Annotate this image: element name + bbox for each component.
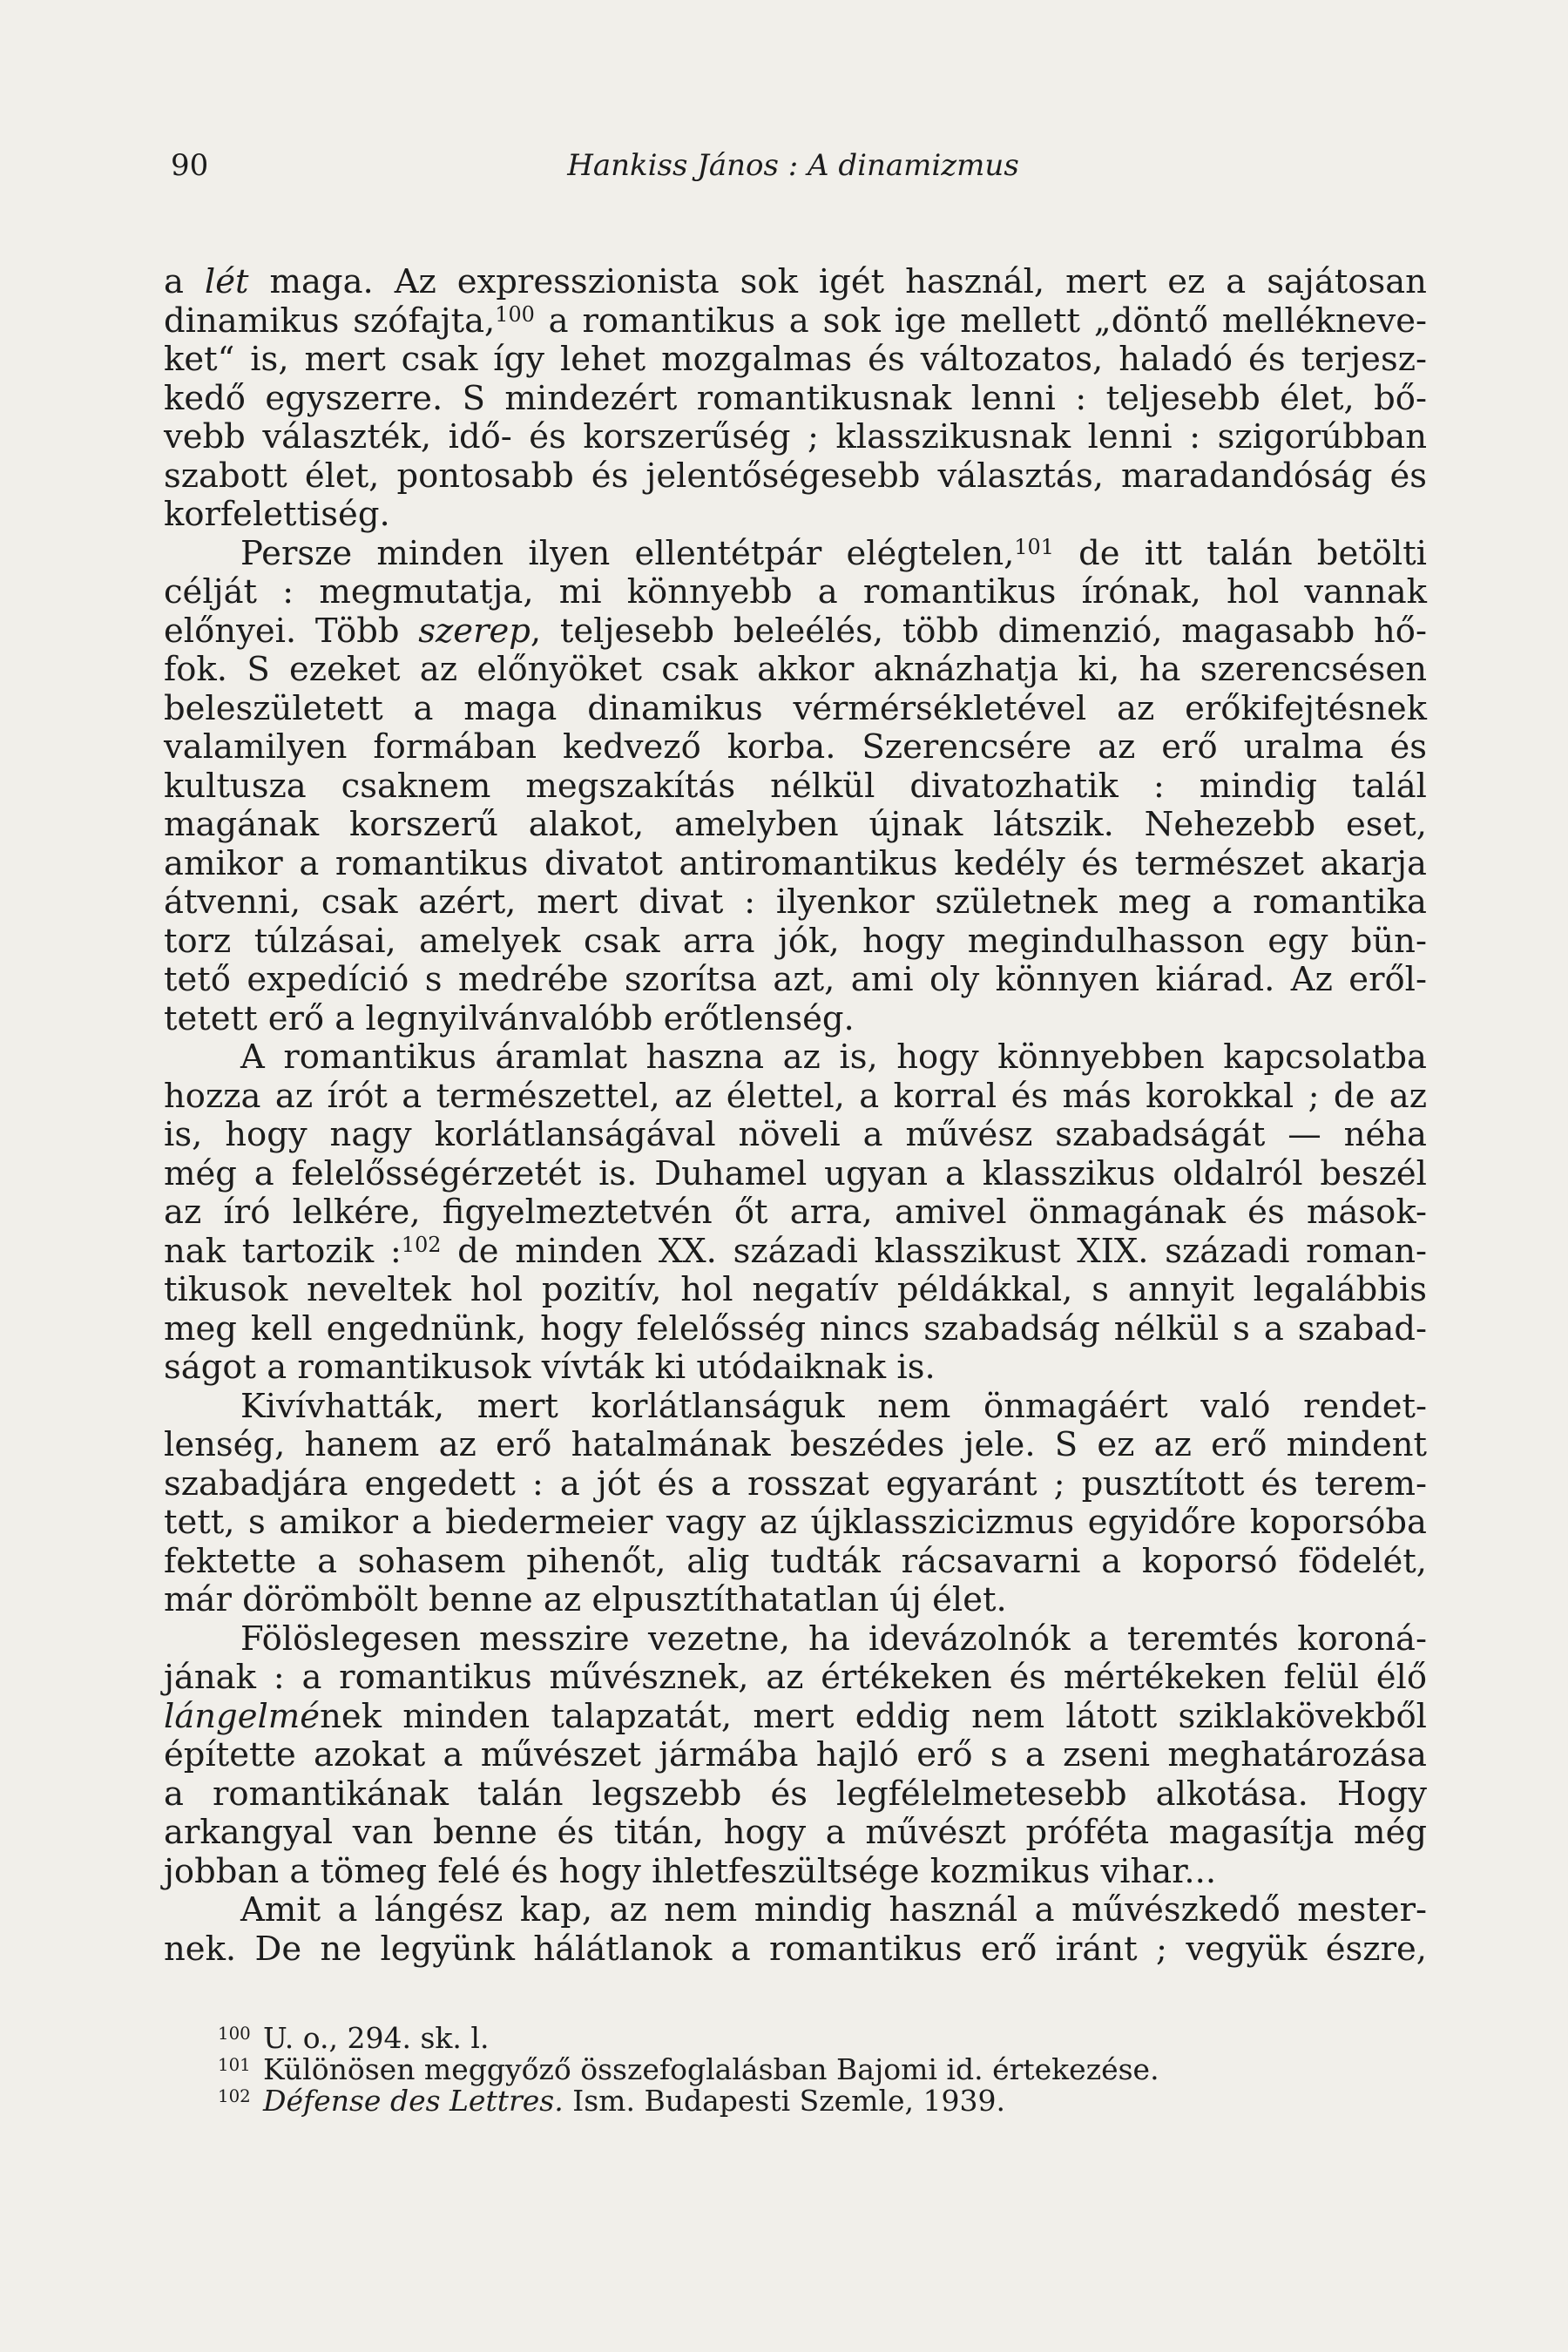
footnote-ref: 101 [1014,534,1054,559]
text-line: tikusok neveltek hol pozitív, hol negatív példákkal, s annyit legalábbis [164,1270,1427,1309]
text-line: Fölöslegesen messzire vezetne, ha idevázolnók a teremtés koroná- [240,1619,1427,1659]
text-line: a romantikának talán legszebb és legfélelmetesebb alkotása. Hogy [164,1774,1427,1814]
text-line: célját : megmutatja, mi könnyebb a romantikus írónak, hol vannak [164,572,1427,612]
text-line: szabott élet, pontosabb és jelentőségesebb választás, maradandóság és [164,456,1427,496]
text-line: átvenni, csak azért, mert divat : ilyenkor születnek meg a romantika [164,882,1427,922]
text-line: már dörömbölt benne az elpusztíthatatlan új élet. [164,1580,1007,1619]
text-line: Kivívhatták, mert korlátlanságuk nem önmagáért való rendet- [240,1386,1427,1426]
text-line: még a felelősségérzetét is. Duhamel ugyan a klasszikus oldalról beszél [164,1153,1427,1193]
footnotes [218,2023,1437,2117]
text-line: a lét maga. Az expresszionista sok igét használ, mert ez a sajátosan [164,262,1427,301]
text-line: tetett erő a legnyilvánvalóbb erőtlenség. [164,998,855,1038]
text-line: Persze minden ilyen ellentétpár elégtelen,$^{101}$ de itt talán betölti [240,533,1427,573]
text-line: tető expedíció s medrébe szorítsa azt, ami oly könnyen kiárad. Az eről- [164,960,1427,999]
page-number: 90 [171,148,209,183]
text-line: Amit a lángész kap, az nem mindig használ a művészkedő mester- [240,1890,1427,1930]
text-line: meg kell engednünk, hogy felelősség nincs szabadság nélkül s a szabad- [164,1308,1427,1348]
text-line: torz túlzásai, amelyek csak arra jók, hogy megindulhasson egy bün- [164,921,1427,961]
text-line: tett, s amikor a biedermeier vagy az újklasszicizmus egyidőre koporsóba [164,1503,1427,1542]
footnote-ref: 100 [495,301,535,327]
footnote: $^{101}$ Különösen meggyőző összefoglalásban Bajomi id. értekezése. [218,2052,1159,2086]
text-line: lángelmének minden talapzatát, mert eddig nem látott sziklakövekből [164,1696,1427,1736]
text-line: ságot a romantikusok vívták ki utódaiknak is. [164,1348,936,1387]
text-line: az író lelkére, figyelmeztetvén őt arra, amivel önmagának és mások- [164,1193,1427,1232]
text-line: beleszületett a maga dinamikus vérmérsékletével az erőkifejtésnek [164,688,1427,728]
body-text [164,263,1427,1969]
text-line: fektette a sohasem pihenőt, alig tudták rácsavarni a koporsó födelét, [164,1541,1427,1581]
text-line: lenség, hanem az erő hatalmának beszédes jele. S ez az erő mindent [164,1425,1427,1464]
text-line: dinamikus szófajta,$^{100}$ a romantikus a sok ige mellett „döntő mellékneve- [164,301,1427,341]
text-line: amikor a romantikus divatot antiromantikus kedély és természet akarja [164,843,1427,883]
text-line: szabadjára engedett : a jót és a rosszat egyaránt ; pusztított és terem- [164,1463,1427,1504]
text-line: magának korszerű alakot, amelyben újnak látszik. Nehezebb eset, [164,805,1427,844]
text-line: fok. S ezeket az előnyöket csak akkor aknázhatja ki, ha szerencsésen [164,650,1427,689]
text-line: építette azokat a művészet jármába hajló erő s a zseni meghatározása [164,1735,1427,1774]
text-line: jobban a tömeg felé és hogy ihletfeszültsége kozmikus vihar... [164,1851,1217,1891]
footnote: $^{100}$ U. o., 294. sk. l. [218,2021,490,2055]
page-header [171,148,1416,192]
text-line: arkangyal van benne és titán, hogy a művészt próféta magasítja még [164,1813,1427,1852]
text-line: ket“ is, mert csak így lehet mozgalmas és változatos, haladó és terjesz- [164,340,1427,379]
text-line: jának : a romantikus művésznek, az értékeken és mértékeken felül élő [164,1658,1427,1697]
text-line: előnyei. Több szerep, teljesebb beleélés, több dimenzió, magasabb hő- [164,611,1427,651]
text-line: nak tartozik :$^{102}$ de minden XX. századi klasszikust XIX. századi roman- [164,1231,1427,1271]
text-line: kultusza csaknem megszakítás nélkül divatozhatik : mindig talál [164,766,1427,806]
footnote-ref: 102 [401,1232,442,1257]
text-line: hozza az írót a természettel, az élettel, a korral és más korokkal ; de az [164,1076,1427,1116]
text-line: vebb választék, idő- és korszerűség ; klasszikusnak lenni : szigorúbban [164,417,1427,456]
text-line: valamilyen formában kedvező korba. Szerencsére az erő uralma és [164,727,1427,767]
text-line: nek. De ne legyünk hálátlanok a romantikus erő iránt ; vegyük észre, [164,1929,1427,1969]
running-title: Hankiss János : A dinamizmus [567,148,1019,183]
text-line: A romantikus áramlat haszna az is, hogy könnyebben kapcsolatba [240,1037,1427,1077]
text-line: is, hogy nagy korlátlanságával növeli a művész szabadságát — néha [164,1115,1427,1154]
text-line: kedő egyszerre. S mindezért romantikusnak lenni : teljesebb élet, bő- [164,378,1427,418]
text-line: korfelettiség. [164,495,390,534]
footnote: $^{102}$ Défense des Lettres. Ism. Budapesti Szemle, 1939. [218,2084,1005,2118]
